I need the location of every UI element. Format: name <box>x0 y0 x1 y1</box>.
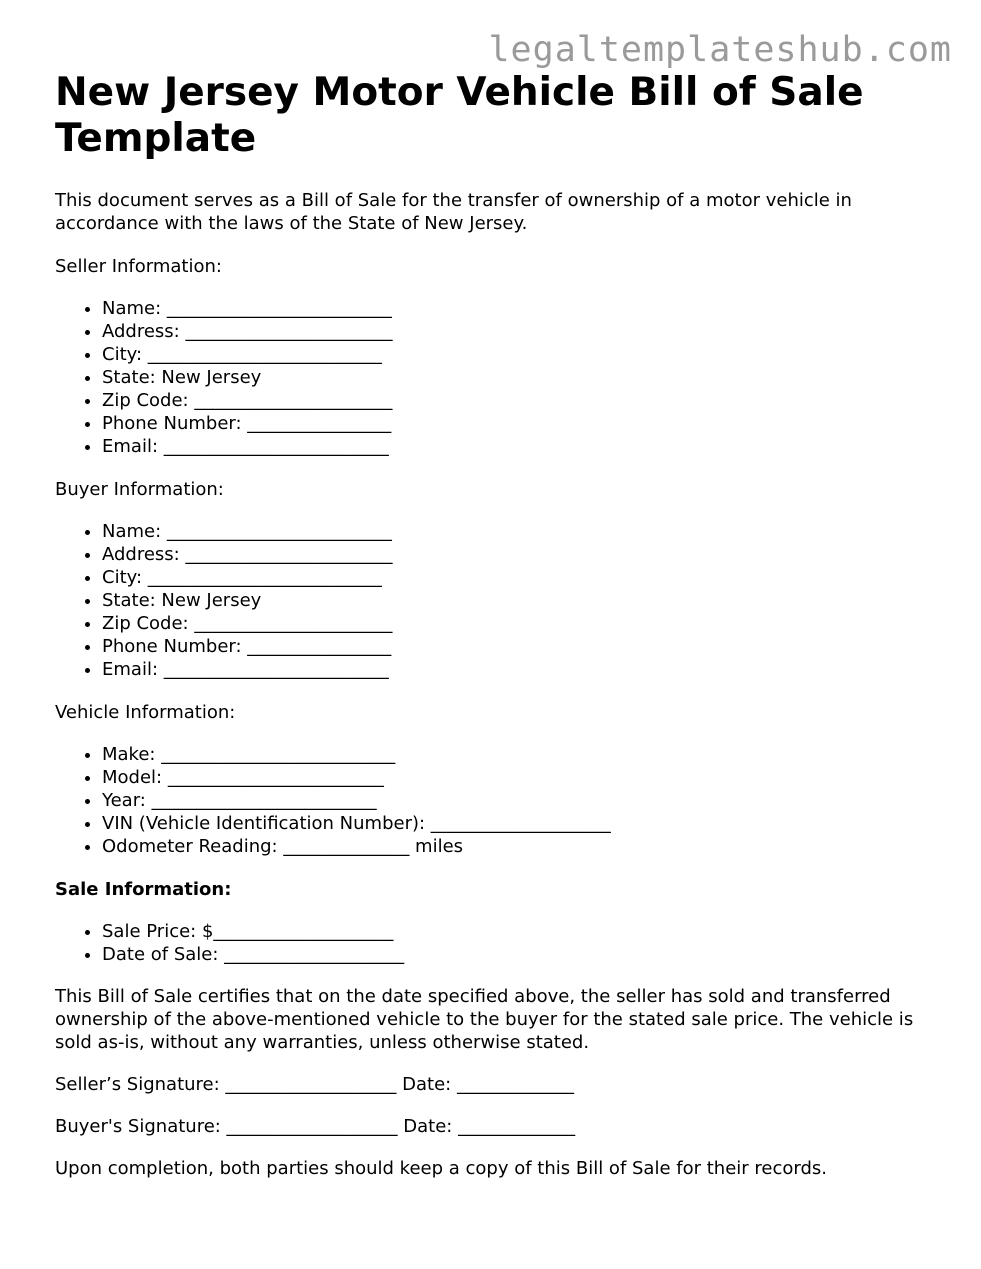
seller-email-field: • Email: _________________________ <box>102 435 935 458</box>
vehicle-model-field: • Model: ________________________ <box>102 766 935 789</box>
vehicle-make-field: • Make: __________________________ <box>102 743 935 766</box>
vehicle-year-field: • Year: _________________________ <box>102 789 935 812</box>
sale-list <box>55 920 935 966</box>
buyer-address-field: • Address: _______________________ <box>102 543 935 566</box>
buyer-state-field: • State: New Jersey <box>102 589 935 612</box>
watermark: legaltemplateshub.com <box>488 30 952 70</box>
seller-heading: Seller Information: <box>55 256 222 277</box>
seller-city-field: • City: __________________________ <box>102 343 935 366</box>
buyer-city-field: • City: __________________________ <box>102 566 935 589</box>
seller-list <box>55 297 935 458</box>
vehicle-vin-field: • VIN (Vehicle Identification Number): ____________________ <box>102 812 935 835</box>
buyer-name-field: • Name: _________________________ <box>102 520 935 543</box>
buyer-email-field: • Email: _________________________ <box>102 658 935 681</box>
vehicle-list <box>55 743 935 858</box>
buyer-list <box>55 520 935 681</box>
vehicle-odometer-field: • Odometer Reading: ______________ miles <box>102 835 935 858</box>
buyer-zip-field: • Zip Code: ______________________ <box>102 612 935 635</box>
page-title: New Jersey Motor Vehicle Bill of Sale Template <box>55 70 864 161</box>
buyer-heading: Buyer Information: <box>55 479 224 500</box>
document <box>55 70 935 1180</box>
closing-paragraph: Upon completion, both parties should keep a copy of this Bill of Sale for their records. <box>55 1158 827 1179</box>
seller-phone-field: • Phone Number: ________________ <box>102 412 935 435</box>
seller-zip-field: • Zip Code: ______________________ <box>102 389 935 412</box>
buyer-phone-field: • Phone Number: ________________ <box>102 635 935 658</box>
intro-paragraph: This document serves as a Bill of Sale for the transfer of ownership of a motor vehicle in accordance with the laws of the State of New Jersey. <box>55 190 852 234</box>
vehicle-heading: Vehicle Information: <box>55 702 236 723</box>
sale-date-field: • Date of Sale: ____________________ <box>102 943 935 966</box>
seller-name-field: • Name: _________________________ <box>102 297 935 320</box>
seller-address-field: • Address: _______________________ <box>102 320 935 343</box>
seller-state-field: • State: New Jersey <box>102 366 935 389</box>
certification-paragraph: This Bill of Sale certifies that on the date specified above, the seller has sold and transferred ownership of the above-mentioned vehicle to the buyer for the stated sale price. The vehicle is sold as-is, without any warranties, unless otherwise stated. <box>55 986 914 1053</box>
sale-price-field: • Sale Price: $____________________ <box>102 920 935 943</box>
seller-signature-line: Seller’s Signature: ___________________ Date: _____________ <box>55 1074 574 1095</box>
sale-heading: Sale Information: <box>55 879 232 900</box>
buyer-signature-line: Buyer's Signature: ___________________ Date: _____________ <box>55 1116 576 1137</box>
